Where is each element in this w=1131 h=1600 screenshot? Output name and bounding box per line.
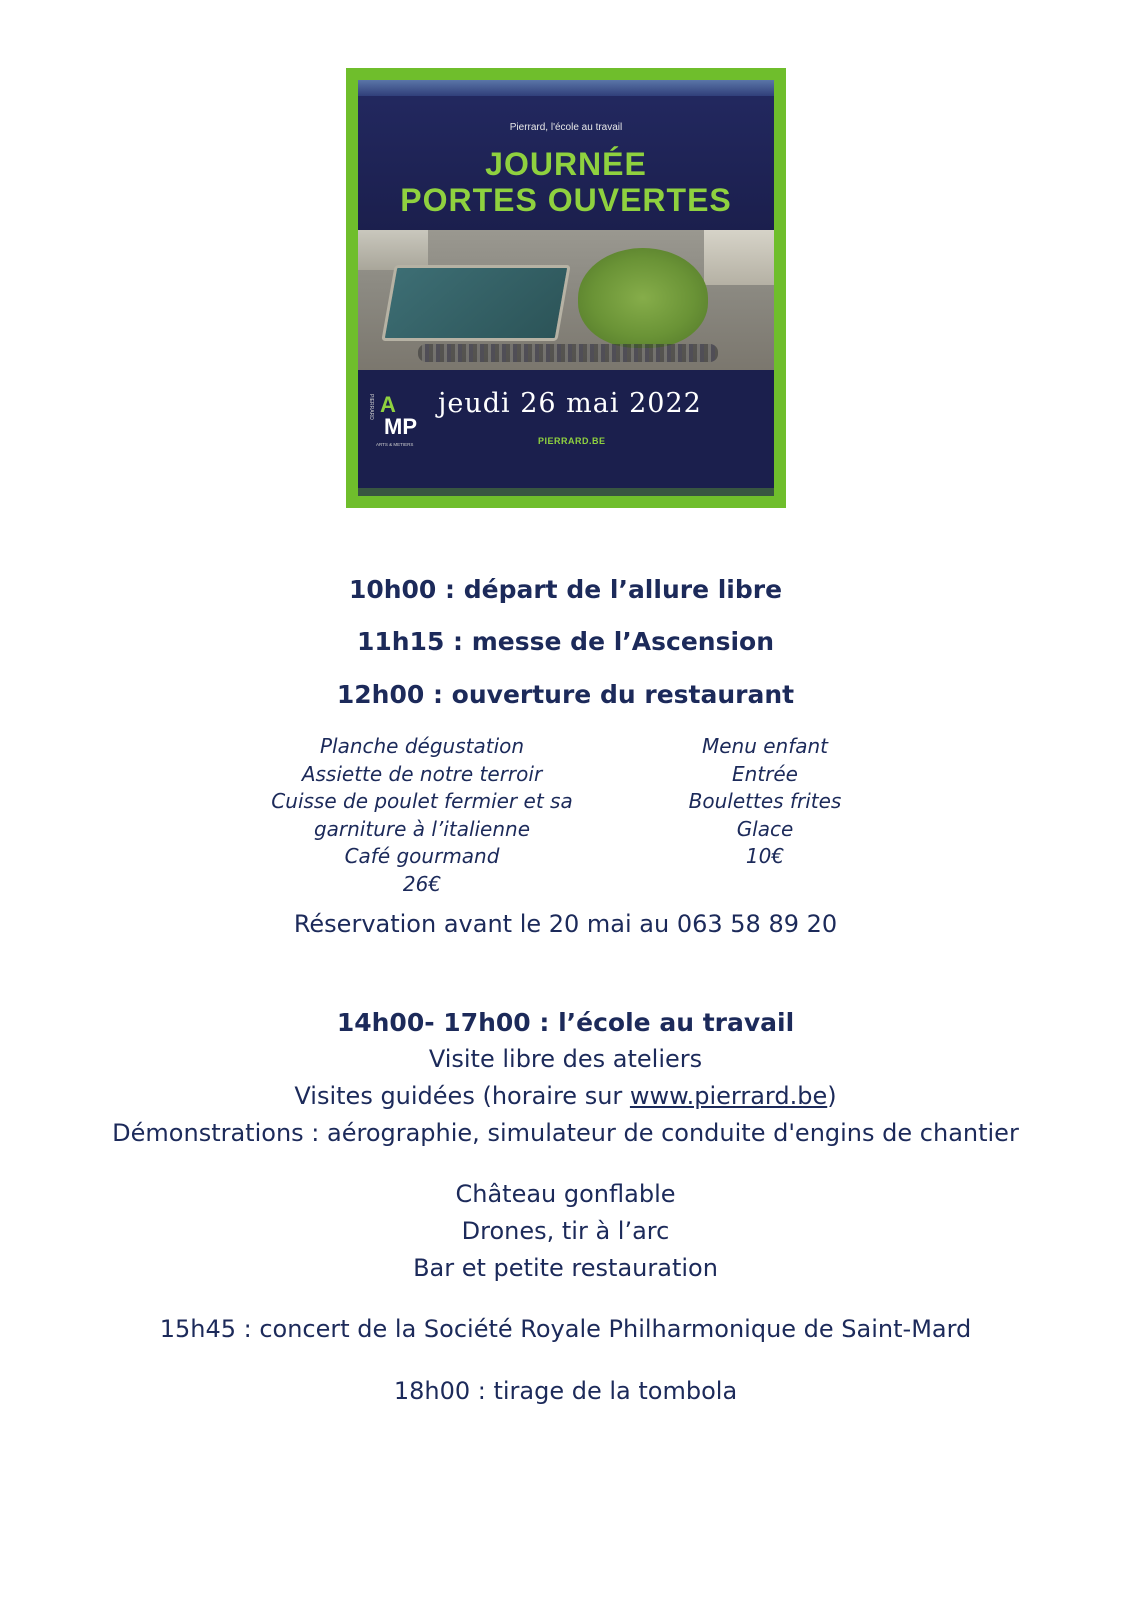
schedule-item-restaurant: 12h00 : ouverture du restaurant [336,680,795,709]
menu-child-item: Boulettes frites [688,789,842,813]
svg-text:MP: MP [384,414,417,439]
amp-logo-icon [368,388,424,450]
poster-title [358,146,774,218]
activity-item: Château gonflable [455,1180,676,1208]
svg-text:A: A [380,392,396,417]
photo-crowd [418,344,718,362]
poster-tagline: Pierrard, l'école au travail [509,122,623,133]
guided-suffix: ) [827,1082,837,1110]
poster-strip [358,488,774,496]
poster-footer [358,370,774,496]
schedule-item-mass: 11h15 : messe de l’Ascension [356,627,775,656]
afternoon-line-guided [0,1082,1131,1110]
poster-title-line2: PORTES OUVERTES [400,182,732,218]
menu-adult-price: 26€ [402,871,442,896]
logo-subtext: ARTS & METIERS [376,442,414,447]
afternoon-line-workshops: Visite libre des ateliers [428,1045,703,1073]
activity-item: Drones, tir à l’arc [461,1217,670,1245]
afternoon-line-demos: Démonstrations : aérographie, simulateur de conduite d'engins de chantier [112,1119,1019,1147]
poster-title-line1: JOURNÉE [485,146,647,182]
concert-info: 15h45 : concert de la Société Royale Philharmonique de Saint-Mard [159,1315,972,1343]
poster-sky [358,80,774,96]
poster-photo [358,230,774,370]
photo-building [704,230,774,285]
logo-vertical-text: PIERRARD [368,394,374,420]
menu-adult-item: Cuisse de poulet fermier et sa [271,789,573,813]
poster-header [358,80,774,230]
menu-adult [232,733,612,898]
pierrard-website-link[interactable]: www.pierrard.be [629,1082,828,1110]
reservation-info: Réservation avant le 20 mai au 063 58 89 20 [293,910,838,938]
poster-url: PIERRARD.BE [538,436,606,446]
photo-tree [578,248,708,348]
menu-child-item: Entrée [732,761,798,786]
menu-adult-item: Planche dégustation [319,734,525,758]
guided-prefix: Visites guidées (horaire sur [294,1082,630,1110]
menu-adult-item: Café gourmand [344,844,500,868]
menu-adult-item: garniture à l’italienne [313,816,531,841]
poster-date: jeudi 26 mai 2022 [438,388,702,419]
activity-item: Bar et petite restauration [413,1254,718,1282]
photo-pool [381,265,570,341]
afternoon-heading: 14h00- 17h00 : l’école au travail [336,1008,795,1037]
tombola-info: 18h00 : tirage de la tombola [393,1377,738,1405]
event-poster [346,68,786,508]
poster-inner [358,80,774,496]
menu-child [640,733,890,871]
menu-child-item: Glace [736,816,794,841]
menu-child-price: 10€ [745,844,785,868]
schedule-item-race: 10h00 : départ de l’allure libre [348,575,783,604]
menu-child-item: Menu enfant [701,734,829,758]
photo-building [358,230,428,270]
menu-adult-item: Assiette de notre terroir [301,761,543,786]
